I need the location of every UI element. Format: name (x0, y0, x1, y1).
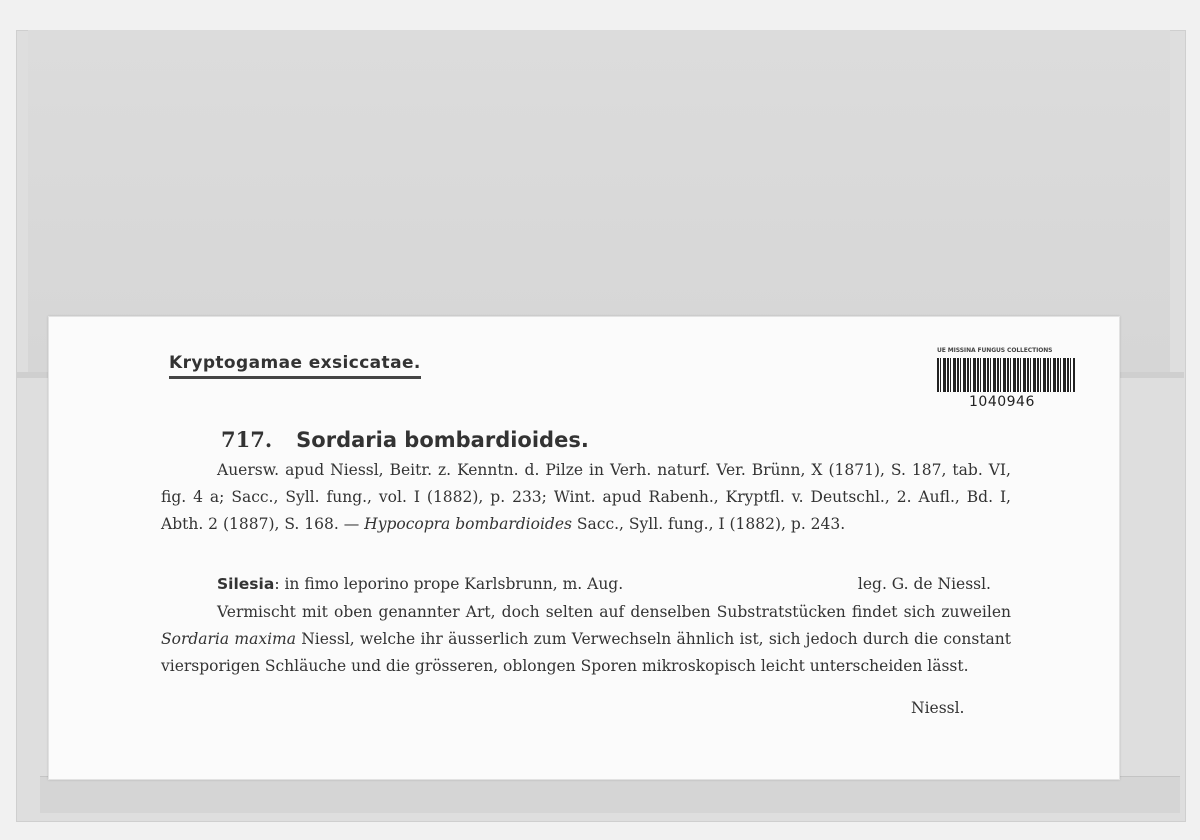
notes-author: Niessl. (911, 699, 965, 717)
species-name: Sordaria bombardioides. (296, 428, 589, 452)
folder-bottom-edge (40, 776, 1180, 813)
barcode-icon (937, 358, 1075, 392)
collector: leg. G. de Niessl. (857, 575, 991, 593)
entry-number: 717. (221, 427, 273, 452)
notes-paragraph (161, 599, 1011, 680)
specimen-label (48, 316, 1120, 780)
locality-line (161, 571, 1011, 598)
citation-text-end: Sacc., Syll. fung., I (1882), p. 243. (576, 515, 846, 533)
locality-text: : in fimo leporino prope Karlsbrunn, m. Aug. (274, 575, 624, 593)
synonym-name: Hypocopra bombardioides (364, 515, 572, 533)
citation-text: Auersw. apud Niessl, Beitr. z. Kenntn. d. Pilze in Verh. naturf. Ver. Brünn, X (1871), S. 187, tab. VI, fig. 4 a; Sacc., Syll. fung., vol. I (1882), p. 233; Wint. apud Rabenh., Kryptfl. v. Deutschl., 2. Aufl., Bd. I, Abth. 2 (1887), S. 168. — (161, 461, 1011, 533)
notes-text: Vermischt mit oben genannter Art, doch selten auf denselben Substratstücken findet sich zuweilen (217, 603, 1011, 621)
label-header: Kryptogamae exsiccatae. (169, 353, 421, 379)
species-title (221, 427, 589, 452)
barcode-sticker (937, 347, 1085, 425)
citation-paragraph (161, 457, 1011, 538)
notes-text-end: Niessl, welche ihr äusserlich zum Verwechseln ähnlich ist, sich jedoch durch die constant viersporigen Schläuche und die grösseren, oblongen Sporen mikroskopisch leicht unterscheiden lässt. (161, 630, 1011, 675)
locality-region: Silesia (217, 575, 275, 593)
barcode-number: 1040946 (969, 394, 1035, 410)
notes-species: Sordaria maxima (161, 630, 296, 648)
barcode-caption: UE MISSINA FUNGUS COLLECTIONS (937, 347, 1053, 354)
